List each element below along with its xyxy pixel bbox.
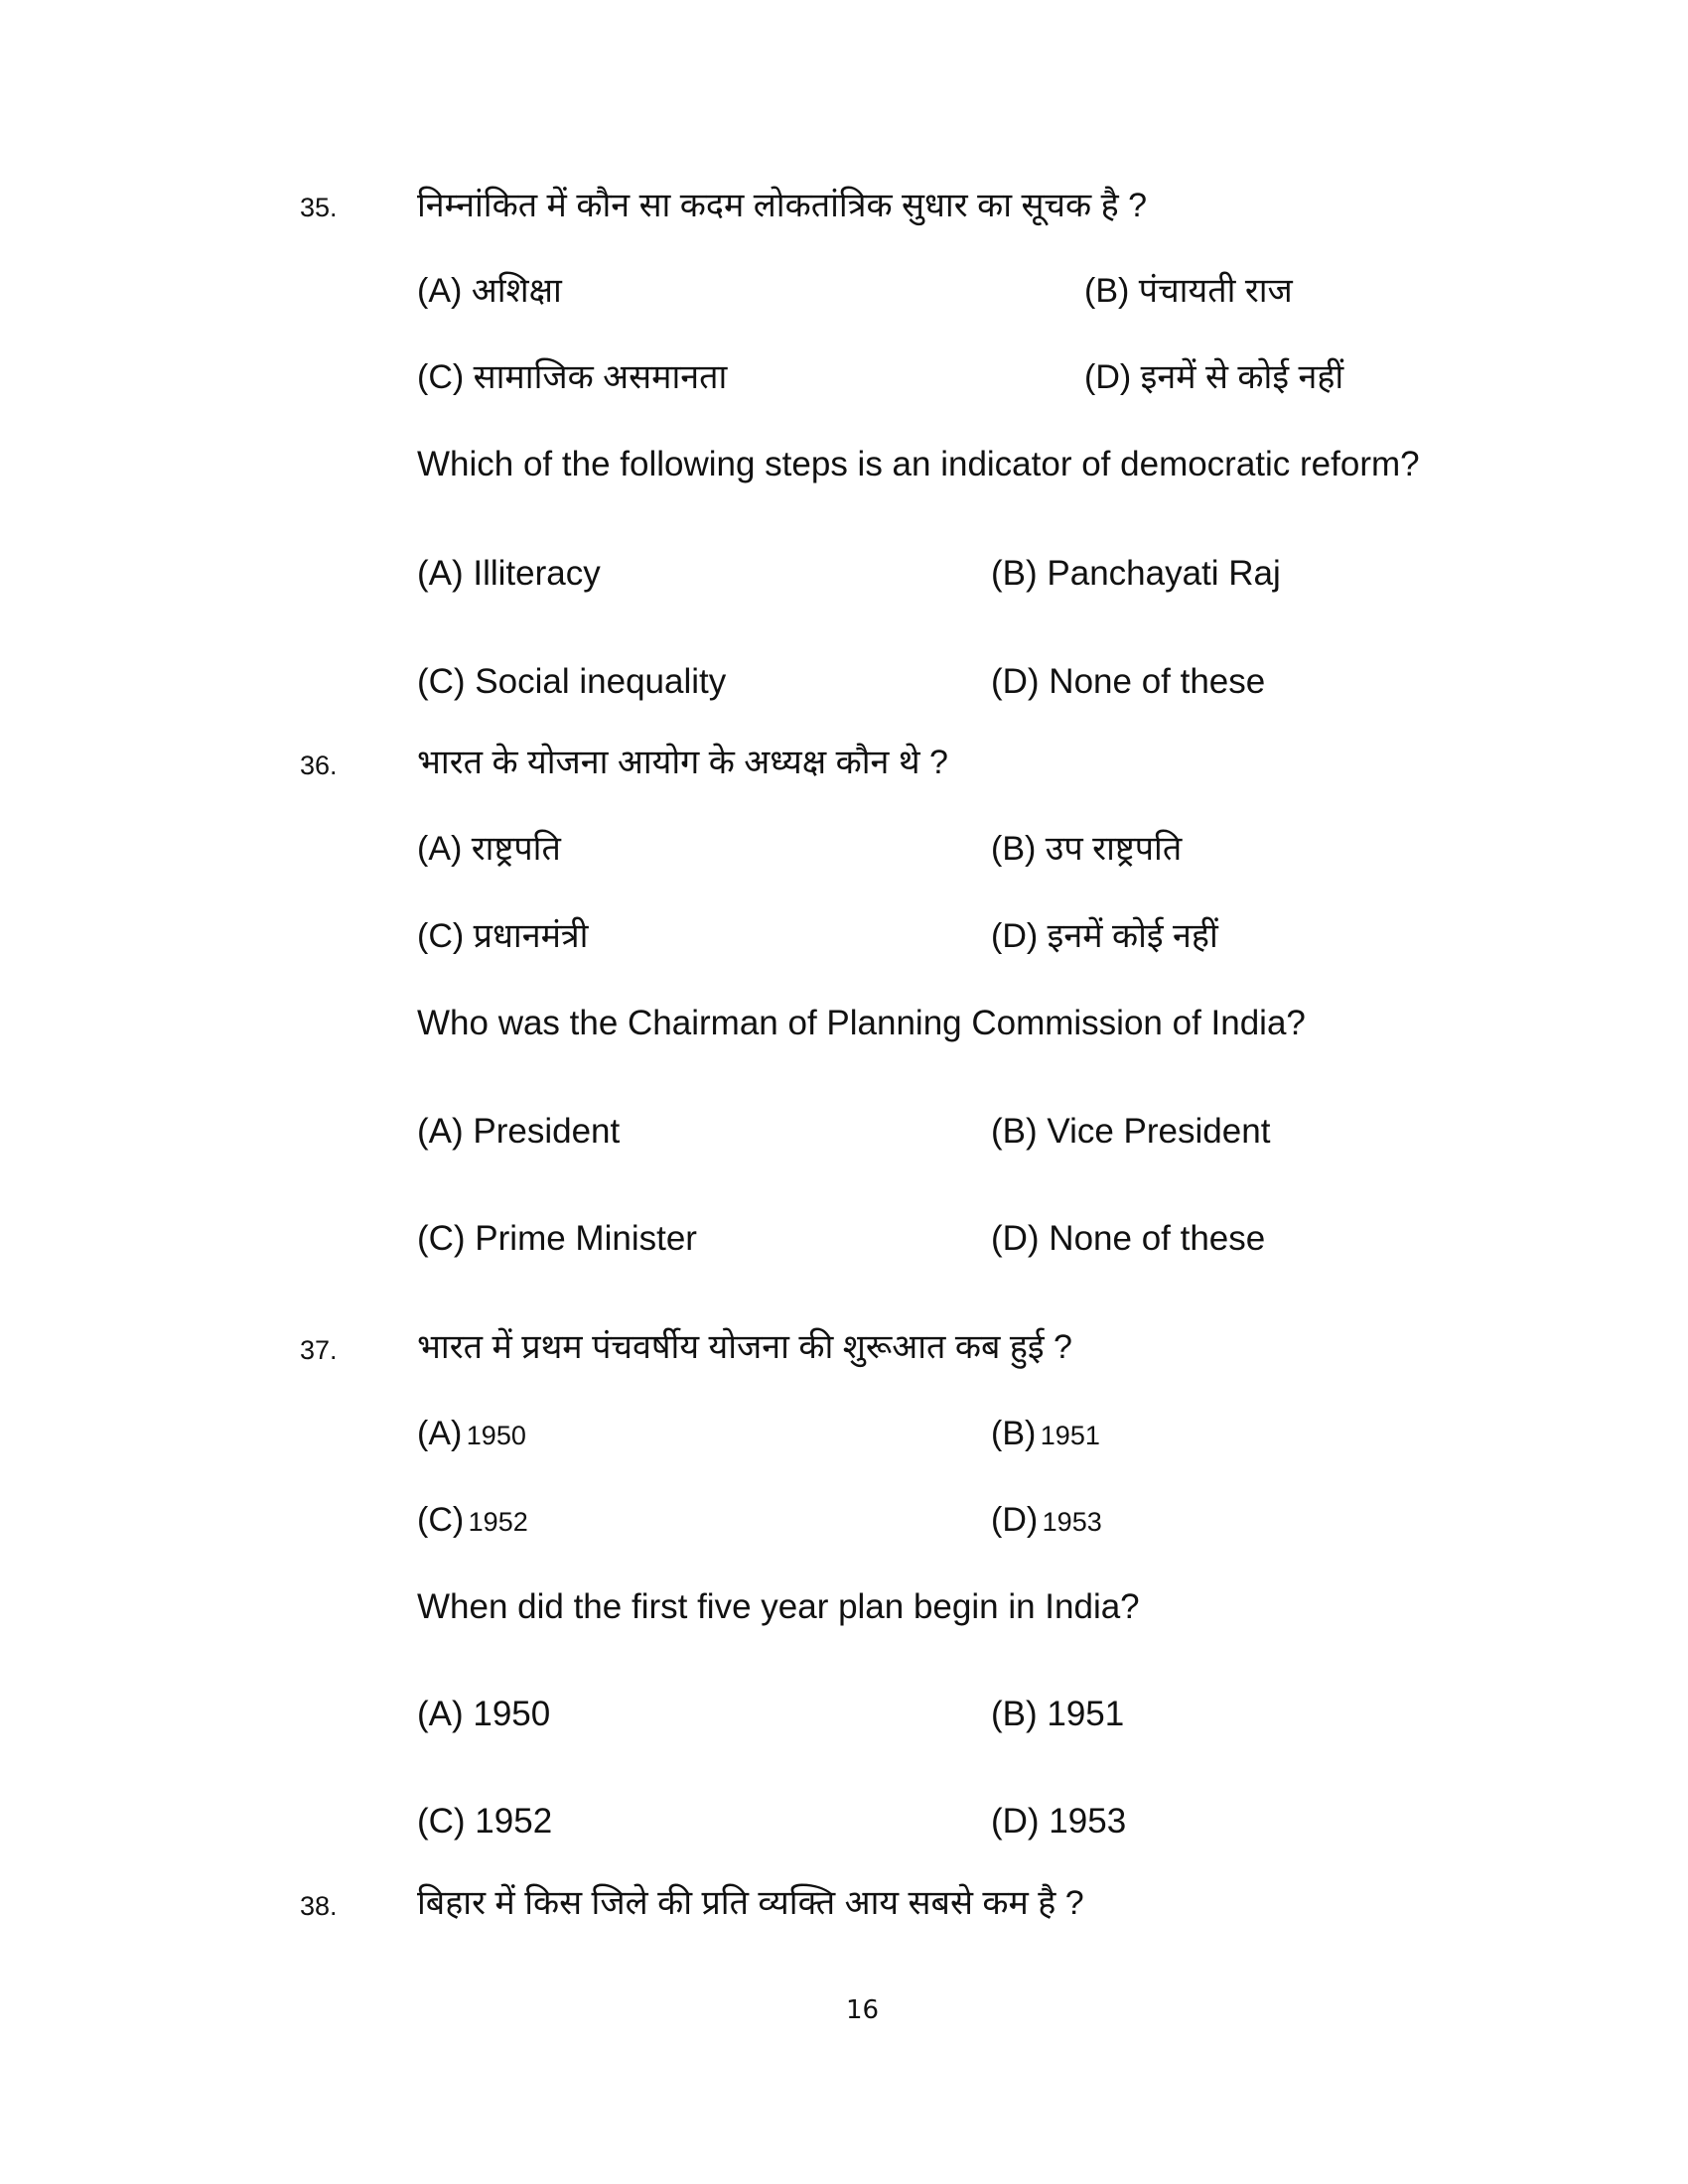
- question-text-english: When did the first five year plan begin in India?: [417, 1587, 1140, 1626]
- option-a-english: (A) President: [417, 1112, 621, 1151]
- option-label: (A): [417, 1415, 463, 1452]
- option-a-english: (A) 1950: [417, 1695, 551, 1733]
- option-c-hindi: [417, 1503, 528, 1537]
- option-label: (D): [991, 1501, 1039, 1539]
- option-label: (B): [991, 1415, 1037, 1452]
- option-c-english: (C) 1952: [417, 1802, 553, 1841]
- option-a-english: (A) Illiteracy: [417, 554, 601, 593]
- question-text-hindi: बिहार में किस जिले की प्रति व्यक्ति आय सबसे कम है ?: [417, 1884, 1084, 1922]
- option-c-hindi: (C) सामाजिक असमानता: [417, 358, 728, 396]
- question-number: 37.: [300, 1335, 338, 1365]
- option-value: 1953: [1042, 1507, 1102, 1537]
- option-d-hindi: (D) इनमें से कोई नहीं: [1084, 358, 1344, 396]
- option-c-english: (C) Social inequality: [417, 662, 727, 701]
- question-text-english: Which of the following steps is an indicator of democratic reform?: [417, 445, 1420, 483]
- option-d-hindi: (D) इनमें कोई नहीं: [991, 917, 1218, 955]
- option-b-hindi: (B) पंचायती राज: [1084, 272, 1293, 310]
- option-d-hindi: [991, 1503, 1102, 1537]
- option-b-hindi: (B) उप राष्ट्रपति: [991, 830, 1183, 868]
- option-b-hindi: [991, 1417, 1100, 1450]
- option-label: (C): [417, 1501, 465, 1539]
- option-d-english: (D) None of these: [991, 1219, 1266, 1258]
- question-number: 35.: [300, 193, 338, 222]
- question-text-hindi: भारत के योजना आयोग के अध्यक्ष कौन थे ?: [417, 744, 948, 781]
- option-value: 1950: [466, 1421, 526, 1450]
- option-d-english: (D) None of these: [991, 662, 1266, 701]
- option-a-hindi: (A) राष्ट्रपति: [417, 830, 561, 868]
- option-b-english: (B) Vice President: [991, 1112, 1271, 1151]
- question-text-hindi: भारत में प्रथम पंचवर्षीय योजना की शुरूआत कब हुई ?: [417, 1328, 1072, 1366]
- option-value: 1951: [1040, 1421, 1100, 1450]
- option-a-hindi: [417, 1417, 526, 1450]
- question-number: 36.: [300, 751, 338, 780]
- option-a-hindi: (A) अशिक्षा: [417, 272, 562, 310]
- option-b-english: (B) 1951: [991, 1695, 1125, 1733]
- option-value: 1952: [468, 1507, 528, 1537]
- question-text-hindi: निम्नांकित में कौन सा कदम लोकतांत्रिक सुधार का सूचक है ?: [417, 187, 1147, 224]
- question-number: 38.: [300, 1891, 338, 1921]
- option-c-english: (C) Prime Minister: [417, 1219, 697, 1258]
- option-c-hindi: (C) प्रधानमंत्री: [417, 917, 589, 955]
- option-d-english: (D) 1953: [991, 1802, 1127, 1841]
- page-number: 16: [846, 1995, 880, 2025]
- question-text-english: Who was the Chairman of Planning Commission of India?: [417, 1004, 1306, 1042]
- option-b-english: (B) Panchayati Raj: [991, 554, 1281, 593]
